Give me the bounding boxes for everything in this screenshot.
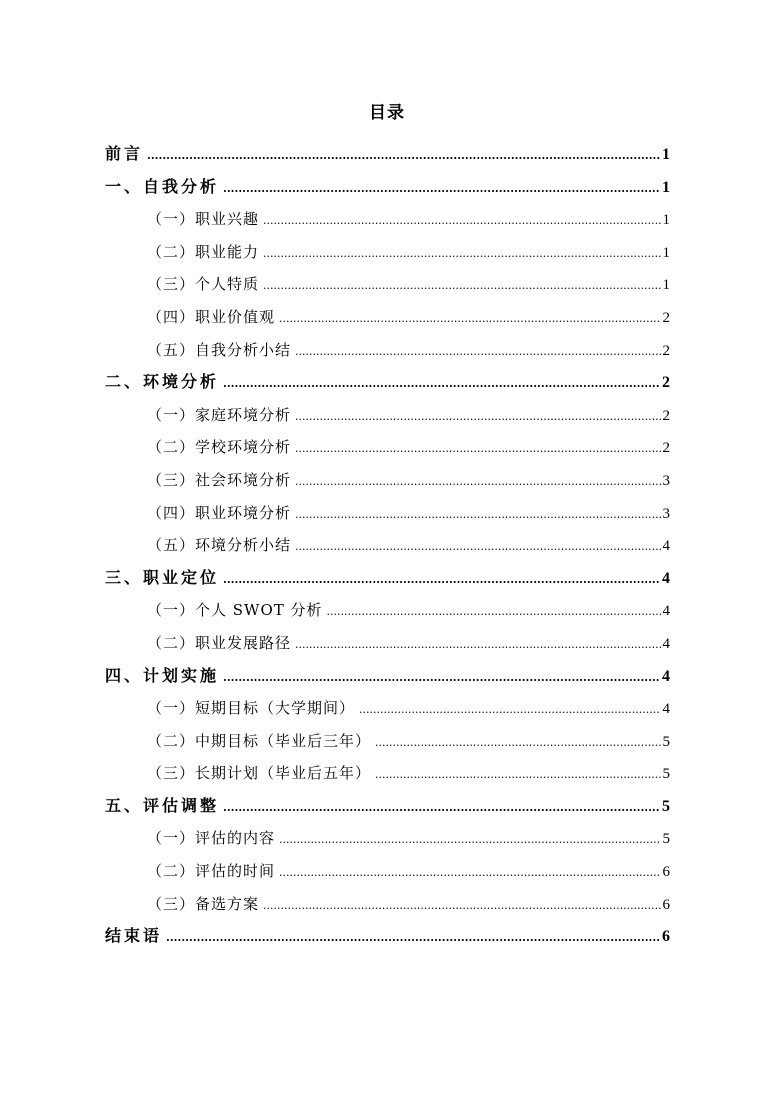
toc-page-number: 2 — [662, 342, 670, 359]
toc-section-entry[interactable] — [105, 562, 670, 595]
toc-section-entry[interactable] — [105, 138, 670, 171]
toc-page-number: 4 — [662, 667, 670, 685]
toc-dot-leader — [295, 399, 660, 434]
toc-page-number: 1 — [662, 146, 670, 163]
toc-entry-label: （四）职业价值观 — [147, 307, 276, 326]
toc-dot-leader — [223, 171, 660, 206]
toc-subsection-entry[interactable] — [105, 268, 670, 301]
toc-entry-label: （五）自我分析小结 — [147, 340, 292, 359]
toc-page-number: 2 — [662, 407, 670, 424]
toc-entry-label: 前言 — [105, 144, 144, 163]
toc-dot-leader — [223, 562, 660, 597]
toc-page-number: 4 — [662, 538, 670, 555]
toc-entry-label: （二）职业能力 — [147, 242, 260, 261]
toc-subsection-entry[interactable] — [105, 203, 670, 236]
toc-page-number: 1 — [662, 277, 670, 294]
toc-subsection-entry[interactable] — [105, 692, 670, 725]
toc-page-number: 6 — [662, 928, 670, 946]
toc-dot-leader — [263, 888, 660, 923]
toc-page-number: 4 — [662, 569, 670, 587]
toc-subsection-entry[interactable] — [105, 464, 670, 497]
toc-page-number: 4 — [662, 701, 670, 718]
toc-list — [105, 138, 670, 953]
toc-subsection-entry[interactable] — [105, 431, 670, 464]
toc-subsection-entry[interactable] — [105, 497, 670, 530]
toc-entry-label: （五）环境分析小结 — [147, 536, 292, 555]
toc-dot-leader — [295, 529, 660, 564]
toc-dot-leader — [327, 594, 661, 629]
toc-page-number: 3 — [662, 505, 670, 522]
toc-page-number: 2 — [662, 440, 670, 457]
toc-entry-label: 五、评估调整 — [105, 795, 220, 815]
toc-page-number: 2 — [662, 374, 670, 392]
toc-entry-label: （二）中期目标（毕业后三年） — [147, 731, 372, 750]
toc-page-number: 5 — [662, 766, 670, 783]
toc-dot-leader — [295, 334, 660, 369]
toc-dot-leader — [279, 855, 660, 890]
toc-entry-label: （一）职业兴趣 — [147, 210, 260, 229]
toc-dot-leader — [279, 301, 660, 336]
toc-dot-leader — [223, 660, 660, 695]
toc-dot-leader — [359, 692, 660, 727]
toc-page-number: 4 — [662, 603, 670, 620]
toc-dot-leader — [263, 268, 660, 303]
toc-page-number: 5 — [662, 733, 670, 750]
toc-subsection-entry[interactable] — [105, 757, 670, 790]
toc-section-entry[interactable] — [105, 171, 670, 204]
toc-title: 目录 — [369, 103, 405, 123]
toc-entry-label: 一、自我分析 — [105, 176, 220, 196]
toc-subsection-entry[interactable] — [105, 236, 670, 269]
toc-page-number: 4 — [662, 635, 670, 652]
toc-subsection-entry[interactable] — [105, 855, 670, 888]
toc-entry-label: （二）职业发展路径 — [147, 633, 292, 652]
toc-subsection-entry[interactable] — [105, 627, 670, 660]
toc-page-number: 2 — [662, 309, 670, 326]
toc-entry-label: （一）短期目标（大学期间） — [147, 699, 356, 718]
toc-entry-label: （三）长期计划（毕业后五年） — [147, 764, 372, 783]
toc-dot-leader — [295, 497, 660, 532]
toc-subsection-entry[interactable] — [105, 529, 670, 562]
toc-subsection-entry[interactable] — [105, 594, 670, 627]
toc-page-number: 5 — [662, 797, 670, 815]
toc-dot-leader — [295, 431, 660, 466]
toc-entry-label: （二）学校环境分析 — [147, 438, 292, 457]
toc-subsection-entry[interactable] — [105, 301, 670, 334]
toc-subsection-entry[interactable] — [105, 334, 670, 367]
toc-subsection-entry[interactable] — [105, 822, 670, 855]
toc-entry-label: 三、职业定位 — [105, 567, 220, 587]
toc-page-number: 6 — [662, 896, 670, 913]
toc-entry-label: 二、环境分析 — [105, 372, 220, 392]
toc-dot-leader — [375, 725, 660, 760]
toc-entry-label: （一）家庭环境分析 — [147, 405, 292, 424]
toc-section-entry[interactable] — [105, 660, 670, 693]
toc-page-number: 6 — [662, 864, 670, 881]
toc-dot-leader — [263, 203, 660, 238]
toc-page-number: 3 — [662, 472, 670, 489]
toc-page-number: 5 — [662, 831, 670, 848]
toc-subsection-entry[interactable] — [105, 725, 670, 758]
toc-dot-leader — [223, 366, 660, 401]
toc-section-entry[interactable] — [105, 366, 670, 399]
toc-dot-leader — [223, 790, 660, 825]
toc-dot-leader — [279, 822, 660, 857]
toc-entry-label: （二）评估的时间 — [147, 862, 276, 881]
toc-entry-label: （三）个人特质 — [147, 275, 260, 294]
toc-dot-leader — [295, 464, 660, 499]
toc-section-entry[interactable] — [105, 790, 670, 823]
toc-page-number: 1 — [662, 178, 670, 196]
toc-entry-label: 结束语 — [105, 926, 163, 946]
toc-entry-label: 四、计划实施 — [105, 665, 220, 685]
toc-section-entry[interactable] — [105, 920, 670, 953]
toc-subsection-entry[interactable] — [105, 888, 670, 921]
toc-entry-label: （四）职业环境分析 — [147, 503, 292, 522]
toc-subsection-entry[interactable] — [105, 399, 670, 432]
toc-page-number: 1 — [662, 212, 670, 229]
toc-dot-leader — [375, 757, 660, 792]
toc-dot-leader — [147, 138, 660, 173]
toc-entry-label: （三）备选方案 — [147, 894, 260, 913]
toc-entry-label: （一）个人 SWOT 分析 — [147, 601, 323, 620]
toc-dot-leader — [263, 236, 660, 271]
toc-dot-leader — [166, 920, 660, 955]
toc-entry-label: （三）社会环境分析 — [147, 470, 292, 489]
toc-dot-leader — [295, 627, 660, 662]
toc-page-number: 1 — [662, 244, 670, 261]
toc-entry-label: （一）评估的内容 — [147, 829, 276, 848]
